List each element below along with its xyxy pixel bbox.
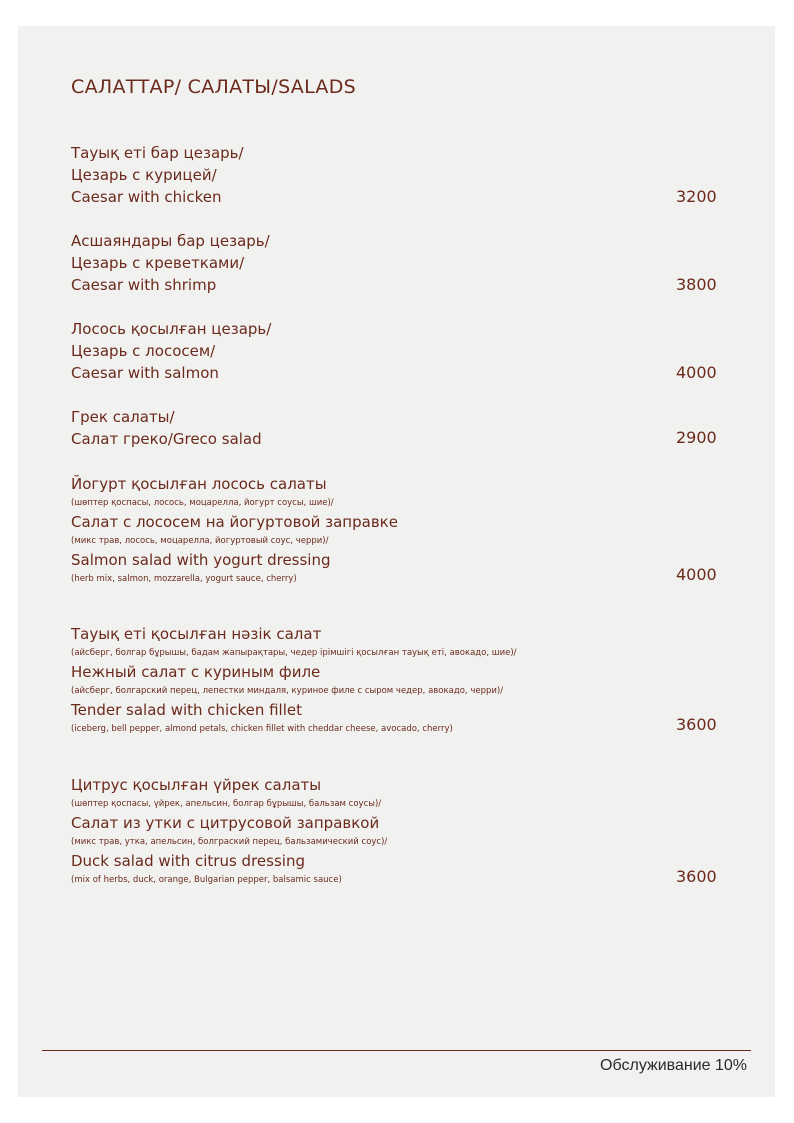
item-price: 3200 (676, 187, 717, 206)
item-price: 4000 (676, 565, 717, 584)
item-desc-kz: (шөптер қоспасы, лосось, моцарелла, йогурт соусы, шие)/ (71, 498, 334, 508)
item-name-kz: Асшаяндары бар цезарь/ (71, 232, 270, 250)
item-name-en: Caesar with salmon (71, 364, 219, 382)
item-name-en: Caesar with shrimp (71, 276, 217, 294)
item-name-en: Caesar with chicken (71, 188, 222, 206)
item-desc-en: (iceberg, bell pepper, almond petals, chicken fillet with cheddar cheese, avocado, cherry) (71, 724, 453, 734)
item-name-ru: Цезарь с креветками/ (71, 254, 245, 272)
menu-item-greco-salad (71, 406, 731, 450)
item-name-ru-en: Салат греко/Greco salad (71, 430, 262, 448)
menu-item-caesar-salmon (71, 318, 731, 384)
service-charge-note: Обслуживание 10% (600, 1057, 747, 1074)
menu-item-caesar-shrimp (71, 230, 731, 296)
item-name-en: Salmon salad with yogurt dressing (71, 551, 331, 569)
footer-divider (42, 1050, 751, 1051)
item-desc-en: (herb mix, salmon, mozzarella, yogurt sauce, cherry) (71, 574, 297, 584)
item-name-ru: Нежный салат с куриным филе (71, 663, 321, 681)
item-desc-ru: (айсберг, болгарский перец, лепестки миндаля, куриное филе с сыром чедер, авокадо, черри)/ (71, 686, 504, 696)
menu-item-caesar-chicken (71, 142, 731, 208)
item-price: 3600 (676, 867, 717, 886)
item-desc-en: (mix of herbs, duck, orange, Bulgarian pepper, balsamic sauce) (71, 875, 342, 885)
item-name-kz: Тауық еті бар цезарь/ (71, 144, 244, 162)
item-desc-ru: (микс трав, утка, апельсин, болграский перец, бальзамический соус)/ (71, 837, 388, 847)
item-price: 3800 (676, 275, 717, 294)
item-name-kz: Йогурт қосылған лосось салаты (71, 475, 327, 493)
item-name-ru: Цезарь с лососем/ (71, 342, 216, 360)
item-name-en: Tender salad with chicken fillet (71, 701, 302, 719)
item-name-kz: Тауық еті қосылған нәзік салат (71, 625, 322, 643)
item-desc-kz: (шөптер қоспасы, үйрек, апельсин, болгар бұрышы, бальзам соусы)/ (71, 799, 382, 809)
item-name-ru: Салат с лососем на йогуртовой заправке (71, 513, 398, 531)
item-desc-kz: (айсберг, болгар бұрышы, бадам жапырақтары, чедер ірімшігі қосылған тауық еті, авокадо, шие)/ (71, 648, 517, 658)
item-name-kz: Лосось қосылған цезарь/ (71, 320, 272, 338)
item-name-kz: Цитрус қосылған үйрек салаты (71, 776, 322, 794)
item-name-ru: Цезарь с курицей/ (71, 166, 217, 184)
item-name-ru: Салат из утки с цитрусовой заправкой (71, 814, 380, 832)
menu-item-duck-citrus-salad (71, 774, 731, 888)
page-title: САЛАТТАР/ САЛАТЫ/SALADS (71, 76, 356, 98)
menu-item-salmon-yogurt-salad (71, 473, 731, 587)
item-price: 4000 (676, 363, 717, 382)
item-price: 2900 (676, 428, 717, 447)
item-name-en: Duck salad with citrus dressing (71, 852, 305, 870)
item-price: 3600 (676, 715, 717, 734)
menu-item-tender-chicken-salad (71, 623, 731, 737)
item-name-kz: Грек салаты/ (71, 408, 175, 426)
item-desc-ru: (микс трав, лосось, моцарелла, йогуртовый соус, черри)/ (71, 536, 329, 546)
